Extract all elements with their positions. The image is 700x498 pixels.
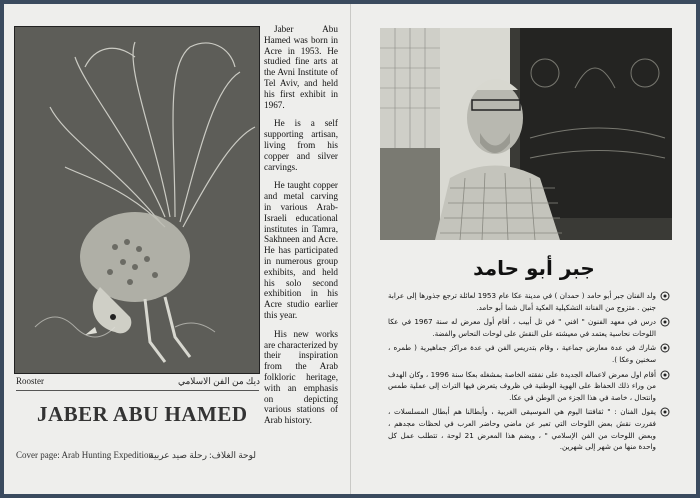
image-caption-en: Rooster (16, 376, 44, 386)
bio-paragraph: He taught copper and metal carving in various Arab-Israeli educational institutes in Tamra, Sakhneen and Acre. He has participated in numerous group exhibits, and held his solo second exhibition in his Acre studio earlier this year. (264, 180, 338, 320)
bio-paragraph: His new works are characterized by their inspiration from the Arab folkloric heritage, with an emphasis on depicting various stations of Arab history. (264, 328, 338, 426)
arabic-title: جبر أبو حامد (473, 256, 595, 280)
bio-paragraph: He is a self supporting artisan, living from his copper and silver carvings. (264, 118, 338, 172)
arabic-paragraph (388, 406, 670, 452)
ornament-icon (660, 343, 670, 353)
english-bio (264, 24, 338, 434)
arabic-paragraph (388, 290, 670, 313)
arabic-paragraph-text: أقام اول معرض لاعماله الجديدة على نفقته الخاصة بمشغله بعكا سنة 1996 ، وكان الهدف من وراء ذلك الحفاظ على الهوية الوطنية في ظروف يتعرض فيها التراث إلى عملية طمس وانتحال ، خاصة في هذا الجزء من الوطن في عكا. (388, 369, 656, 402)
arabic-paragraph-text: شارك في عدة معارض جماعية ، وقام بتدريس الفن في عدة مراكز جماهيرية ( طمره ، سخنين وعكا ). (388, 343, 656, 364)
arabic-paragraph-text: درس في معهد الفنون " افني " في تل أبيب ، أقام أول معرض له سنة 1967 في عكا اللوحات نحاسية يعتمد في معيشته على النقش على لوحات النحاس والفضة. (388, 317, 656, 338)
arabic-paragraph (388, 316, 670, 339)
divider (16, 390, 259, 391)
artist-photo (380, 28, 672, 240)
ornament-icon (660, 317, 670, 327)
arabic-bio (388, 290, 670, 456)
arabic-paragraph-text: ولد الفنان جبر أبو حامد ( حمدان ) في مدينة عكا عام 1953 لعائلة ترجع جذورها إلى عرابة جنين . متزوج من الفنانة التشكيلية العكية أمال شما أبو حامد. (388, 291, 656, 312)
arabic-paragraph (388, 342, 670, 365)
image-caption (16, 376, 260, 390)
image-caption-ar: ديك من الفن الاسلامي (177, 376, 260, 386)
cover-label-ar: لوحة الغلاف: رحلة صيد عربية (149, 450, 256, 460)
arabic-paragraph-text: يقول الفنان : " ثقافتنا اليوم هي الموسيقى الغربية ، وأبطالنا هم أبطال المسلسلات ، فقررت نقش بعض اللوحات التي تعبر عن ماضي وحاضر العرب في لحظات مجدهم ، وبعض اللوحات من الفن الإسلامي " ، ويضم هذا المعرض 21 لوحة ، تتطلب عمل كل واحدة منها من شهر إلى شهرين. (388, 407, 656, 452)
cover-label-en: Cover page: Arab Hunting Expedition (16, 450, 153, 460)
artist-name-title: JABER ABU HAMED (37, 402, 248, 426)
page-fold (350, 4, 351, 494)
brochure-spread (4, 4, 696, 494)
ornament-icon (660, 291, 670, 301)
rooster-artwork-image (14, 26, 260, 374)
ornament-icon (660, 370, 670, 380)
bio-paragraph: Jaber Abu Hamed was born in Acre in 1953. He studied fine arts at the Avni Institute of Tel Aviv, and held his first exhibit in 1967. (264, 24, 338, 110)
arabic-paragraph (388, 369, 670, 404)
ornament-icon (660, 407, 670, 417)
